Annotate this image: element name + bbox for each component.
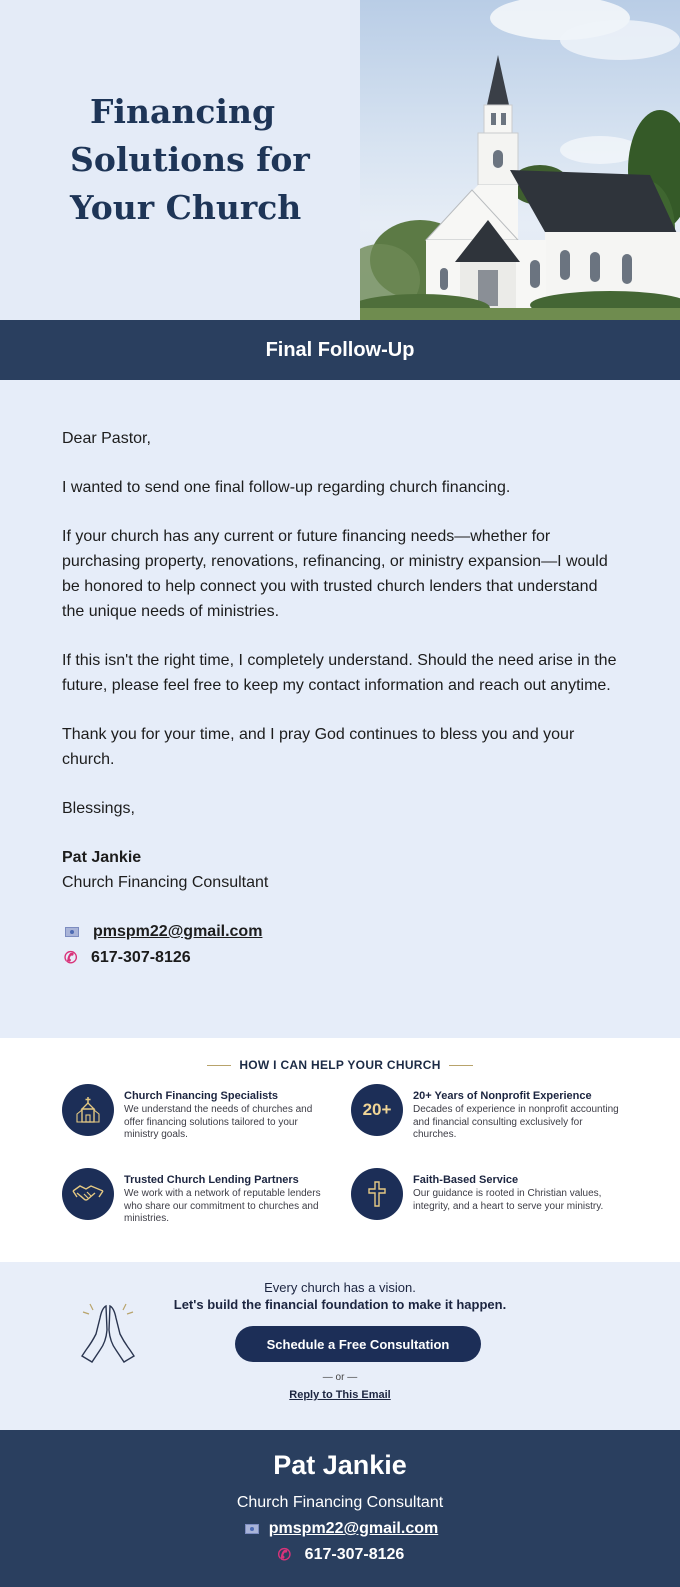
- phone-number[interactable]: 617-307-8126: [91, 949, 191, 966]
- footer-phone-contact: [0, 1545, 680, 1565]
- help-heading-text: HOW I CAN HELP YOUR CHURCH: [239, 1058, 441, 1072]
- reply-email-link[interactable]: Reply to This Email: [289, 1389, 391, 1401]
- cross-icon: [351, 1168, 403, 1220]
- footer: [0, 1430, 680, 1587]
- feature-title: Trusted Church Lending Partners: [124, 1174, 299, 1186]
- feature-description: We work with a network of reputable lenders who share our commitment to churches and ministries.: [124, 1188, 321, 1224]
- hero-title-line: Solutions for: [70, 140, 310, 179]
- feature-faith-based: [351, 1168, 621, 1228]
- cta-vision-text: Every church has a vision.: [264, 1280, 416, 1295]
- cta-foundation-text: Let's build the financial foundation to make it happen.: [173, 1297, 507, 1312]
- letter-paragraph: I wanted to send one final follow-up regarding church financing.: [62, 479, 511, 496]
- feature-title: Church Financing Specialists: [124, 1090, 279, 1102]
- footer-phone-number[interactable]: 617-307-8126: [304, 1546, 405, 1563]
- signature-block: [62, 845, 618, 895]
- phone-icon: ✆: [277, 1547, 292, 1564]
- hero-title: [70, 88, 370, 232]
- footer-email-link[interactable]: pmspm22@gmail.com: [268, 1520, 439, 1537]
- letter-paragraph: If your church has any current or future financing needs—whether for purchasing property, renovations, refinancing, or ministry expansion—I would be honored to help connect you with trusted church lenders that understand the unique needs of ministries.: [62, 528, 608, 620]
- heading-rule: [449, 1065, 473, 1066]
- footer-name: Pat Jankie: [273, 1450, 407, 1480]
- footer-email-contact: [0, 1520, 680, 1538]
- banner-title: Final Follow-Up: [265, 338, 415, 361]
- footer-title: Church Financing Consultant: [236, 1494, 444, 1511]
- feature-title: Faith-Based Service: [413, 1174, 519, 1186]
- letter-paragraph: Thank you for your time, and I pray God continues to bless you and your church.: [62, 726, 575, 768]
- heading-rule: [207, 1065, 231, 1066]
- letter-closing: Blessings,: [62, 800, 135, 817]
- signature-title: Church Financing Consultant: [62, 874, 269, 891]
- hero-title-line: Your Church: [70, 188, 302, 227]
- feature-lending-partners: [62, 1168, 332, 1228]
- email-link[interactable]: pmspm22@gmail.com: [93, 923, 263, 940]
- church-icon: [62, 1084, 114, 1136]
- hero-section: [0, 0, 680, 320]
- feature-nonprofit-experience: [351, 1084, 621, 1144]
- feature-description: We understand the needs of churches and offer financing solutions tailored to your ministry goals.: [124, 1104, 313, 1140]
- email-icon: [245, 1524, 259, 1534]
- help-heading: [0, 1058, 680, 1072]
- feature-church-financing: [62, 1084, 332, 1144]
- church-illustration: [360, 0, 680, 320]
- or-divider: — or —: [322, 1372, 358, 1383]
- email-contact: [62, 919, 618, 945]
- feature-description: Decades of experience in nonprofit accounting and financial consulting exclusively for churches.: [413, 1104, 619, 1140]
- feature-title: 20+ Years of Nonprofit Experience: [413, 1090, 592, 1102]
- letter-paragraph: If this isn't the right time, I completely understand. Should the need arise in the future, please feel free to keep my contact information and reach out anytime.: [62, 652, 617, 694]
- signature-name: Pat Jankie: [62, 849, 142, 866]
- letter-greeting: Dear Pastor,: [62, 430, 151, 447]
- schedule-consultation-button[interactable]: Schedule a Free Consultation: [235, 1326, 481, 1362]
- letter-body: [0, 380, 680, 1038]
- email-icon: [65, 927, 79, 937]
- cta-section: [0, 1262, 680, 1430]
- feature-description: Our guidance is rooted in Christian values, integrity, and a heart to serve your ministry.: [413, 1188, 604, 1212]
- phone-icon: ✆: [64, 950, 78, 967]
- twenty-plus-badge: [351, 1084, 403, 1136]
- phone-contact: [62, 945, 618, 971]
- handshake-icon: [62, 1168, 114, 1220]
- hero-title-line: Financing: [90, 92, 276, 131]
- badge-text: 20+: [362, 1100, 392, 1119]
- help-section: [0, 1038, 680, 1262]
- follow-up-banner: [0, 320, 680, 380]
